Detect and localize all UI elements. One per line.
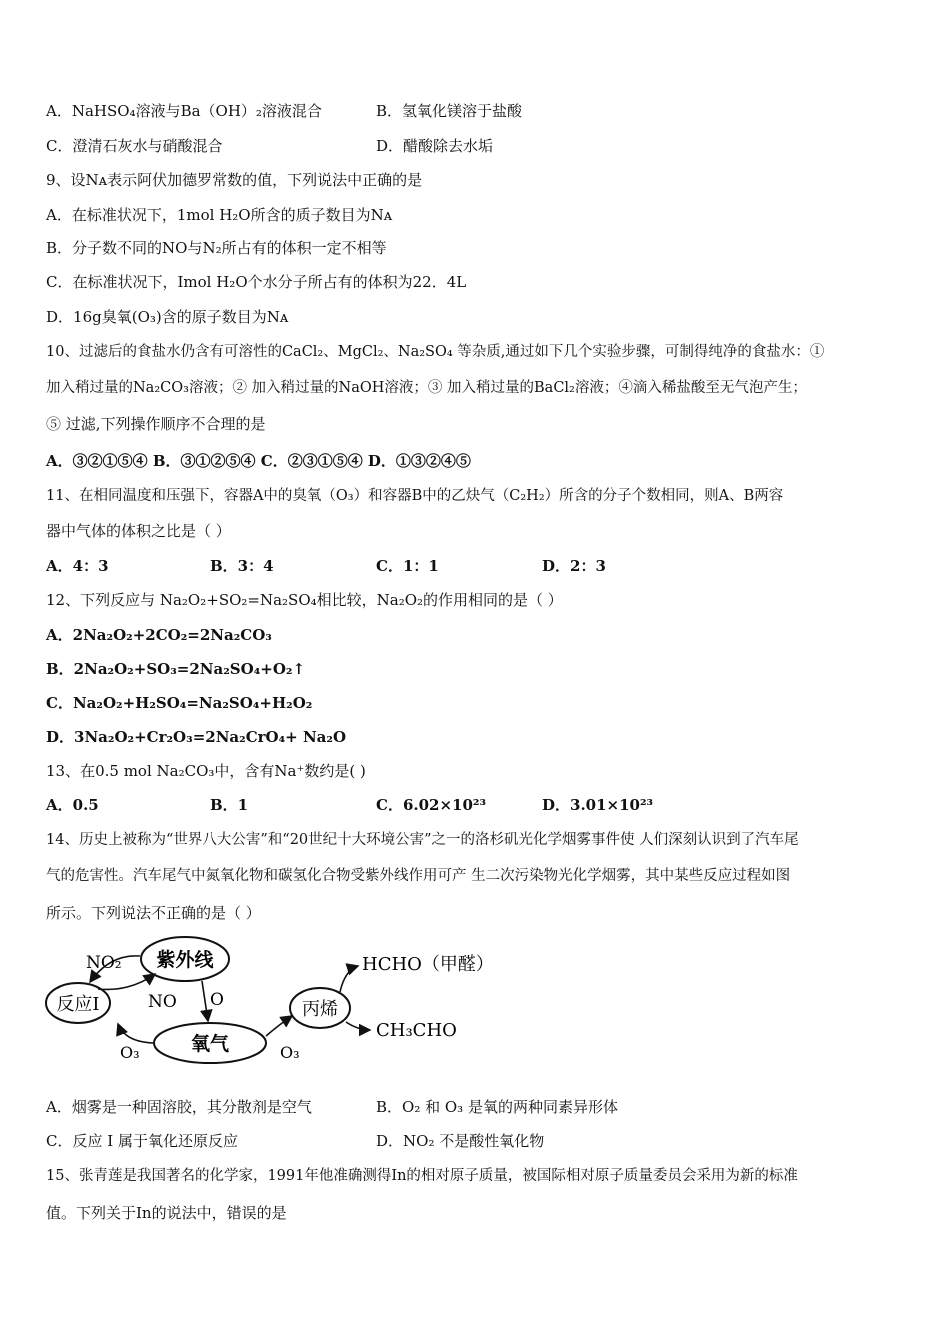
arrow-propene-to-hcho bbox=[340, 966, 358, 992]
q12-option-d: D．3Na₂O₂+Cr₂O₃=2Na₂CrO₄+ Na₂O bbox=[46, 728, 347, 746]
q14-option-c: C．反应 I 属于氧化还原反应 bbox=[46, 1132, 238, 1150]
q10-line-1: 10、过滤后的食盐水仍含有可溶性的CaCl₂、MgCl₂、Na₂SO₄ 等杂质,通过如下几个实验步骤，可制得纯净的食盐水：① bbox=[46, 344, 825, 360]
q12-stem: 12、下列反应与 Na₂O₂+SO₂=Na₂SO₄相比较，Na₂O₂的作用相同的是（ ） bbox=[46, 591, 563, 609]
q12-option-c: C．Na₂O₂+H₂SO₄=Na₂SO₄+H₂O₂ bbox=[46, 694, 313, 712]
uv-label: 紫外线 bbox=[156, 949, 214, 971]
arrow-oxygen-to-propene bbox=[266, 1016, 292, 1036]
reaction-i-label: 反应I bbox=[56, 994, 100, 1015]
q9-stem: 9、设Nᴀ表示阿伏加德罗常数的值，下列说法中正确的是 bbox=[46, 171, 423, 189]
q8-option-b: B．氢氧化镁溶于盐酸 bbox=[376, 102, 523, 120]
hcho-label: HCHO（甲醛） bbox=[362, 954, 494, 975]
q11-option-b: B．3：4 bbox=[210, 557, 274, 575]
q13-option-c: C．6.02×10²³ bbox=[376, 796, 487, 814]
q13-option-d: D．3.01×10²³ bbox=[542, 796, 654, 814]
q10-line-2: 加入稍过量的Na₂CO₃溶液；② 加入稍过量的NaOH溶液；③ 加入稍过量的BaCl₂溶液；④滴入稀盐酸至无气泡产生； bbox=[46, 380, 807, 396]
q10-options: A．③②①⑤④ B．③①②⑤④ C．②③①⑤④ D．①③②④⑤ bbox=[46, 452, 471, 470]
q14-line-3: 所示。下列说法不正确的是（ ） bbox=[46, 904, 261, 922]
q11-line-1: 11、在相同温度和压强下，容器A中的臭氧（O₃）和容器B中的乙炔气（C₂H₂）所含的分子个数相同，则A、B两容 bbox=[46, 488, 784, 504]
arrow-uv-to-oxygen bbox=[202, 981, 208, 1021]
q13-stem: 13、在0.5 mol Na₂CO₃中，含有Na⁺数约是( ) bbox=[46, 762, 366, 780]
q10-line-3: ⑤ 过滤,下列操作顺序不合理的是 bbox=[46, 415, 266, 433]
o-label: O bbox=[210, 990, 224, 1010]
q11-option-c: C．1：1 bbox=[376, 557, 439, 575]
q14-line-1: 14、历史上被称为“世界八大公害”和“20世纪十大环境公害”之一的洛杉矶光化学烟雾事件使 人们深刻认识到了汽车尾 bbox=[46, 832, 799, 848]
q8-option-d: D．醋酸除去水垢 bbox=[376, 137, 494, 155]
q11-option-a: A．4：3 bbox=[46, 557, 109, 575]
o3-right-label: O₃ bbox=[280, 1043, 300, 1062]
q8-option-c: C．澄清石灰水与硝酸混合 bbox=[46, 137, 223, 155]
q15-line-2: 值。下列关于In的说法中，错误的是 bbox=[46, 1204, 287, 1222]
no-label: NO bbox=[148, 992, 177, 1012]
q11-option-d: D．2：3 bbox=[542, 557, 606, 575]
q8-option-a: A．NaHSO₄溶液与Ba（OH）₂溶液混合 bbox=[46, 102, 322, 120]
q13-option-a: A．0.5 bbox=[46, 796, 99, 814]
q14-option-a: A．烟雾是一种固溶胶，其分散剂是空气 bbox=[46, 1098, 312, 1116]
o3-left-label: O₃ bbox=[120, 1043, 140, 1062]
q9-option-c: C．在标准状况下，Imol H₂O个水分子所占有的体积为22．4L bbox=[46, 273, 467, 291]
reaction-diagram bbox=[40, 932, 510, 1066]
ch3cho-label: CH₃CHO bbox=[376, 1020, 457, 1041]
q12-option-b: B．2Na₂O₂+SO₃=2Na₂SO₄+O₂↑ bbox=[46, 660, 306, 678]
arrow-propene-to-ch3cho bbox=[346, 1022, 370, 1030]
q14-option-b: B．O₂ 和 O₃ 是氧的两种同素异形体 bbox=[376, 1098, 618, 1116]
q12-option-a: A．2Na₂O₂+2CO₂=2Na₂CO₃ bbox=[46, 626, 272, 644]
q9-option-a: A．在标准状况下，1mol H₂O所含的质子数目为Nᴀ bbox=[46, 206, 393, 224]
q9-option-b: B．分子数不同的NO与N₂所占有的体积一定不相等 bbox=[46, 239, 387, 257]
no2-label: NO₂ bbox=[86, 953, 122, 973]
arrow-oxygen-to-reaction bbox=[118, 1024, 154, 1043]
q13-option-b: B．1 bbox=[210, 796, 249, 814]
oxygen-label: 氧气 bbox=[190, 1033, 230, 1055]
arrow-reaction-to-uv bbox=[98, 974, 155, 989]
q11-line-2: 器中气体的体积之比是（ ） bbox=[46, 522, 231, 540]
q9-option-d: D．16g臭氧(O₃)含的原子数目为Nᴀ bbox=[46, 308, 289, 326]
propene-label: 丙烯 bbox=[302, 999, 338, 1020]
q15-line-1: 15、张青莲是我国著名的化学家，1991年他准确测得In的相对原子质量，被国际相对原子质量委员会采用为新的标准 bbox=[46, 1168, 798, 1184]
q14-line-2: 气的危害性。汽车尾气中氮氧化物和碳氢化合物受紫外线作用可产 生二次污染物光化学烟雾，其中某些反应过程如图 bbox=[46, 868, 791, 884]
q14-option-d: D．NO₂ 不是酸性氧化物 bbox=[376, 1132, 545, 1150]
